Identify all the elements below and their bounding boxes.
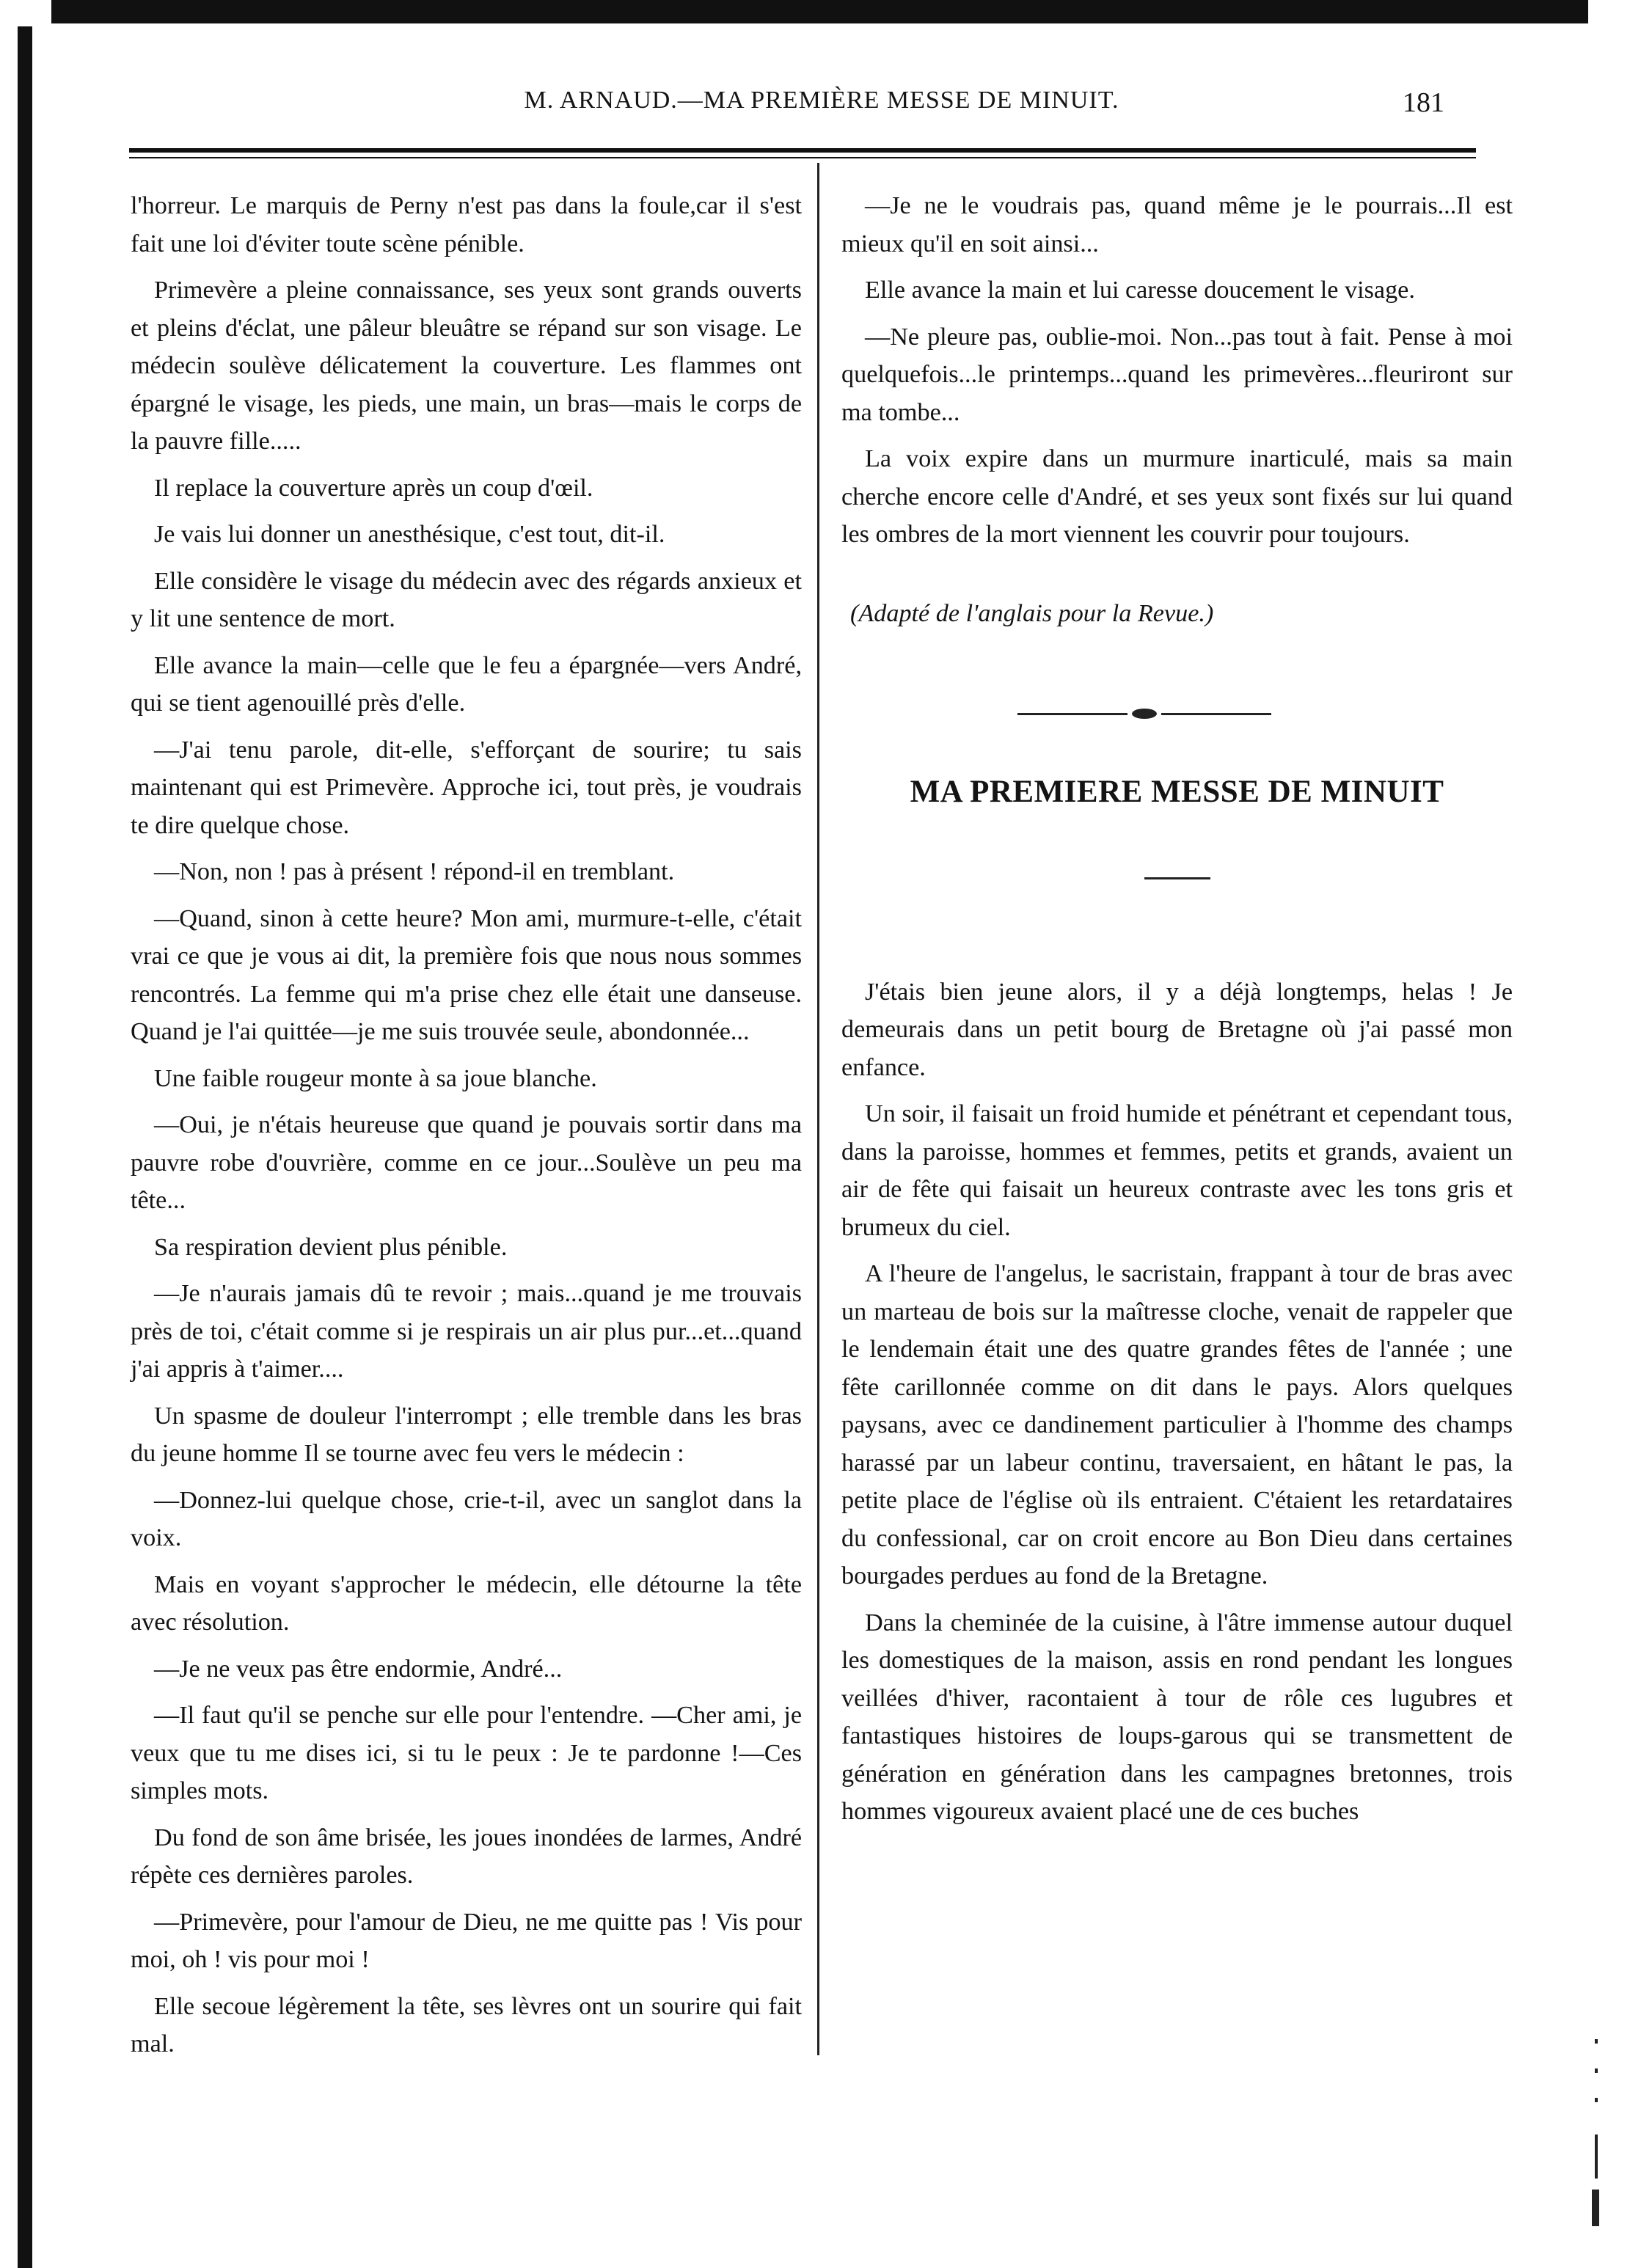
paragraph: Elle secoue légèrement la tête, ses lèvres ont un sourire qui fait mal. — [131, 1992, 802, 2057]
running-header-title: M. ARNAUD.—MA PREMIÈRE MESSE DE MINUIT. — [524, 87, 1119, 114]
column-divider — [817, 163, 819, 2055]
section-title-rule — [1144, 877, 1210, 879]
paragraph: Il replace la couverture après un coup d'œil. — [154, 474, 593, 502]
translation-credit: (Adapté de l'anglais pour la Revue.) — [850, 599, 1214, 627]
scan-mark — [1595, 2039, 1598, 2044]
paragraph: —Non, non ! pas à présent ! répond-il en tremblant. — [154, 858, 675, 885]
paragraph: —Ne pleure pas, oublie-moi. Non...pas tout à fait. Pense à moi quelquefois...le printemps...quand les primevères...fleuriront sur ma tombe... — [841, 323, 1513, 426]
paragraph: Dans la cheminée de la cuisine, à l'âtre immense autour duquel les domestiques de la maison, assis en rond pendant les longues veillées d'hiver, racontaient à tour de rôle ces lugubres et fantastiques histoires de loups-garous qui se transmettent de génération en génération dans les campagnes bretonnes, trois hommes vigoureux avaient placé une de ces buches — [841, 1609, 1513, 1825]
ornament-dot — [1132, 709, 1157, 719]
paragraph: Je vais lui donner un anesthésique, c'est tout, dit-il. — [154, 521, 665, 548]
paragraph: —Primevère, pour l'amour de Dieu, ne me quitte pas ! Vis pour moi, oh ! vis pour moi ! — [131, 1908, 802, 1973]
scan-mark — [1595, 2068, 1598, 2073]
paragraph: J'étais bien jeune alors, il y a déjà longtemps, helas ! Je demeurais dans un petit bourg de Bretagne où j'ai passé mon enfance. — [841, 978, 1513, 1081]
paragraph: Elle avance la main et lui caresse doucement le visage. — [865, 277, 1415, 304]
scan-mark — [1595, 2098, 1598, 2102]
top-border-bar — [51, 0, 1588, 23]
section-ornament — [841, 641, 1513, 751]
paragraph: —J'ai tenu parole, dit-elle, s'efforçant de sourire; tu sais maintenant qui est Primevère. Approche ici, tout près, je voudrais te dire quelque chose. — [131, 736, 802, 839]
paragraph: —Quand, sinon à cette heure? Mon ami, murmure-t-elle, c'était vrai ce que je vous ai dit, la première fois que nous nous sommes rencontrés. La femme qui m'a prise chez elle était une danseuse. Quand je l'ai quittée—je me suis trouvée seule, abondonnée... — [131, 904, 802, 1045]
header-rule-thin — [129, 157, 1476, 158]
paragraph: —Je ne veux pas être endormie, André... — [154, 1655, 563, 1683]
paragraph: l'horreur. Le marquis de Perny n'est pas dans la foule,car il s'est fait une loi d'éviter toute scène pénible. — [131, 192, 802, 257]
left-border-bar — [18, 26, 32, 2268]
header-rule-thick — [129, 148, 1476, 153]
paragraph: —Oui, je n'étais heureuse que quand je pouvais sortir dans ma pauvre robe d'ouvrière, comme en ce jour...Soulève un peu ma tête... — [131, 1111, 802, 1214]
scan-mark — [1592, 2190, 1599, 2226]
section-title: MA PREMIERE MESSE DE MINUIT — [910, 775, 1444, 809]
paragraph: —Il faut qu'il se penche sur elle pour l'entendre. —Cher ami, je veux que tu me dises ici, si tu le peux : Je te pardonne !—Ces simples mots. — [131, 1702, 802, 1804]
paragraph: Sa respiration devient plus pénible. — [154, 1233, 508, 1261]
ornament-line-right — [1161, 713, 1271, 715]
paragraph: Elle considère le visage du médecin avec des régards anxieux et y lit une sentence de mort. — [131, 567, 802, 632]
ornament-line-left — [1017, 713, 1128, 715]
paragraph: —Je ne le voudrais pas, quand même je le pourrais...Il est mieux qu'il en soit ainsi... — [841, 192, 1513, 257]
paragraph: Un soir, il faisait un froid humide et pénétrant et cependant tous, dans la paroisse, hommes et femmes, petits et grands, avaient un air de fête qui faisait un heureux contraste avec les tons gris et brumeux du ciel. — [841, 1100, 1513, 1241]
page-number: 181 — [1403, 87, 1444, 118]
right-column — [841, 187, 1513, 1840]
paragraph: Primevère a pleine connaissance, ses yeux sont grands ouverts et pleins d'éclat, une pâleur bleuâtre se répand sur son visage. Le médecin soulève délicatement la couverture. Les flammes ont épargné le visage, les pieds, une main, un bras—mais le corps de la pauvre fille..... — [131, 277, 802, 455]
paragraph: A l'heure de l'angelus, le sacristain, frappant à tour de bras avec un marteau de bois sur la maîtresse cloche, venait de rappeler que le lendemain était une des quatre grandes fêtes de l'année ; une fête carillonnée comme on dit dans le pays. Alors quelques paysans, avec ce dandinement particulier à l'homme des champs harassé par un labeur continu, traversaient, en hâtant le pas, la petite place de l'église où ils entraient. C'étaient les retardataires du confessional, car on croit encore au Bon Dieu dans certaines bourgades perdues au fond de la Bretagne. — [841, 1260, 1513, 1590]
paragraph: Mais en voyant s'approcher le médecin, elle détourne la tête avec résolution. — [131, 1570, 802, 1636]
paragraph: Une faible rougeur monte à sa joue blanche. — [154, 1064, 597, 1092]
paragraph: —Je n'aurais jamais dû te revoir ; mais...quand je me trouvais près de toi, c'était comme si je respirais un air plus pur...et...quand j'ai appris à t'aimer.... — [131, 1280, 802, 1383]
scan-mark — [1595, 2135, 1598, 2179]
scan-edge-marks — [1585, 2039, 1614, 2230]
paragraph: Du fond de son âme brisée, les joues inondées de larmes, André répète ces dernières paroles. — [131, 1823, 802, 1889]
paragraph: —Donnez-lui quelque chose, crie-t-il, avec un sanglot dans la voix. — [131, 1486, 802, 1551]
left-column — [131, 187, 802, 2072]
paragraph: Elle avance la main—celle que le feu a épargnée—vers André, qui se tient agenouillé près d'elle. — [131, 651, 802, 717]
paragraph: La voix expire dans un murmure inarticulé, mais sa main cherche encore celle d'André, et ses yeux sont fixés sur lui quand les ombres de la mort viennent les couvrir pour toujours. — [841, 445, 1513, 548]
paragraph: Un spasme de douleur l'interrompt ; elle tremble dans les bras du jeune homme Il se tourne avec feu vers le médecin : — [131, 1402, 802, 1467]
